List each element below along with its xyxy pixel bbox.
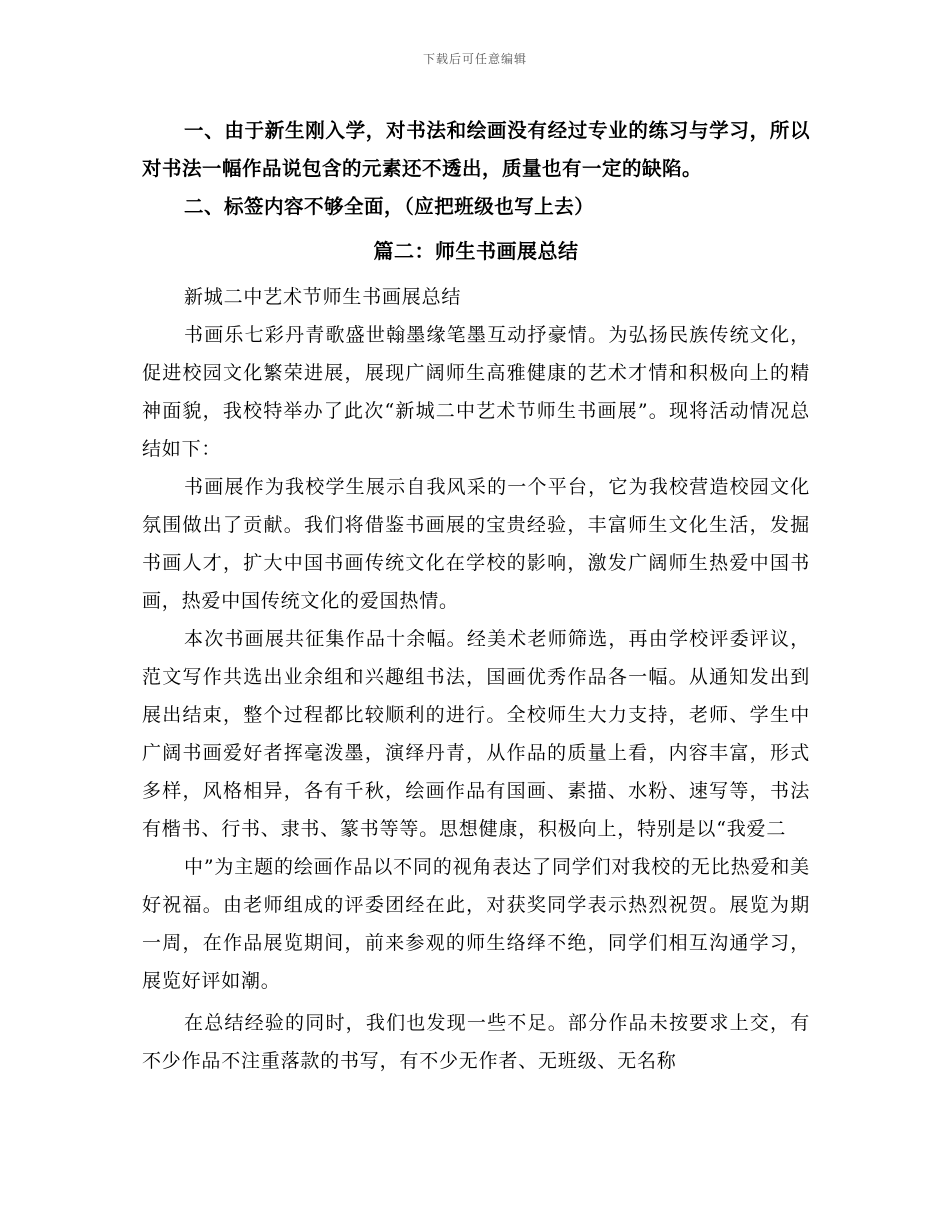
section-title: 篇二：师生书画展总结: [373, 239, 579, 263]
paragraph-collection: 本次书画展共征集作品十余幅。经美术老师筛选，再由学校评委评议，范文写作共选出业余组和兴趣组书法，国画优秀作品各一幅。从通知发出到展出结束，整个过程都比较顺利的进行。全校师生大力支持，老师、学生中广阔书画爱好者挥毫泼墨，演绎丹青，从作品的质量上看，内容丰富，形式多样，风格相异，各有千秋，绘画作品有国画、素描、水粉、速写等，书法有楷书、行书、隶书、篆书等等。思想健康，积极向上，特别是以“我爱二: [142, 628, 810, 840]
point-one: 一、由于新生刚入学，对书法和绘画没有经过专业的练习与学习，所以对书法一幅作品说包含的元素还不透出，质量也有一定的缺陷。: [142, 119, 810, 180]
paragraph-shortcomings: 在总结经验的同时，我们也发现一些不足。部分作品未按要求上交，有不少作品不注重落款的书写，有不少无作者、无班级、无名称: [142, 1012, 810, 1072]
paragraph-platform: 书画展作为我校学生展示自我风采的一个平台，它为我校营造校园文化氛围做出了贡献。我们将借鉴书画展的宝贵经验，丰富师生文化生活，发掘书画人才，扩大中国书画传统文化在学校的影响，激发广阔师生热爱中国书画，热爱中国传统文化的爱国热情。: [142, 476, 810, 612]
paragraph-intro: 书画乐七彩丹青歌盛世翰墨缘笔墨互动抒豪情。为弘扬民族传统文化，促进校园文化繁荣进展，展现广阔师生高雅健康的艺术才情和积极向上的精神面貌，我校特举办了此次“新城二中艺术节师生书画展”。现将活动情况总结如下：: [142, 324, 810, 460]
point-two: 二、标签内容不够全面，（应把班级也写上去）: [184, 195, 595, 218]
page-header: 下载后可任意编辑: [422, 52, 527, 66]
paragraph-theme: 中”为主题的绘画作品以不同的视角表达了同学们对我校的无比热爱和美好祝福。由老师组成的评委团经在此，对获奖同学表示热烈祝贺。展览为期一周，在作品展览期间，前来参观的师生络绎不绝，同学们相互沟通学习，展览好评如潮。: [142, 856, 810, 992]
document-title: 新城二中艺术节师生书画展总结: [184, 286, 462, 308]
document-body: [142, 112, 810, 1080]
